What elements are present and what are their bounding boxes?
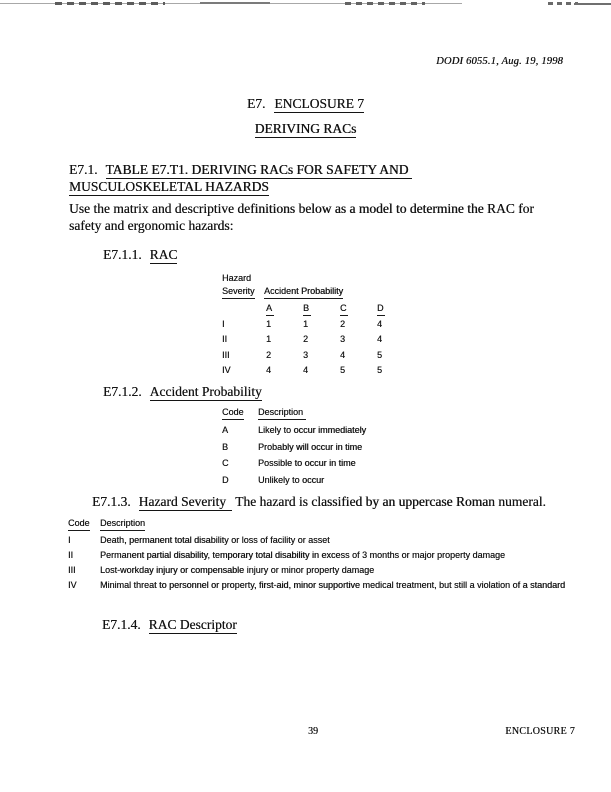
section-e712-number: E7.1.2.: [103, 384, 142, 399]
probability-code: A: [222, 425, 229, 435]
matrix-col-header: D: [377, 302, 414, 318]
table-header-row: [68, 517, 592, 531]
severity-description: Permanent partial disability, temporary total disability in excess of 3 months or major property damage: [100, 549, 506, 560]
matrix-cell: 1: [266, 318, 272, 329]
description-column-header: Description: [100, 517, 145, 531]
section-e712-title: Accident Probability: [149, 384, 262, 399]
table-header-row: [222, 406, 366, 420]
section-e713-sentence: The hazard is classified by an uppercase Roman numeral.: [235, 494, 546, 509]
page-number: 39: [308, 726, 318, 737]
table-row: [68, 579, 592, 591]
matrix-cell: 3: [303, 349, 309, 360]
scan-line-segment: [200, 2, 270, 4]
matrix-col-header: A: [266, 302, 303, 318]
section-e713-heading: [92, 494, 546, 510]
table-row: [222, 474, 366, 486]
rac-matrix-table: [222, 272, 414, 380]
intro-paragraph: Use the matrix and descriptive definitions below as a model to determine the RAC for safety and ergonomic hazards:: [69, 201, 534, 233]
section-e714-heading: [102, 617, 237, 633]
matrix-row: [222, 318, 414, 334]
section-e713-title: Hazard Severity: [139, 494, 232, 511]
severity-code: IV: [68, 579, 77, 590]
accident-probability-table: [222, 406, 366, 490]
matrix-row: [222, 349, 414, 365]
matrix-cell: 4: [266, 365, 272, 375]
probability-description: Probably will occur in time: [258, 441, 363, 452]
matrix-cell: 5: [377, 349, 383, 360]
matrix-row: [222, 364, 414, 380]
severity-code: I: [68, 534, 71, 545]
matrix-severity-label: IV: [222, 365, 231, 375]
matrix-cell: 4: [340, 349, 346, 360]
matrix-severity-label: I: [222, 318, 225, 329]
enclosure-title-line: [0, 96, 611, 112]
section-e713-number: E7.1.3.: [92, 494, 131, 509]
matrix-cell: 2: [303, 334, 309, 344]
matrix-cell: 4: [377, 334, 383, 344]
enclosure-subtitle-line: [0, 121, 611, 137]
document-reference-header: DODI 6055.1, Aug. 19, 1998: [436, 56, 563, 67]
enclosure-title: ENCLOSURE 7: [274, 96, 364, 111]
matrix-severity-label: II: [222, 334, 228, 344]
severity-description: Death, permanent total disability or loss of facility or asset: [100, 534, 330, 545]
probability-description: Unlikely to occur: [258, 474, 325, 485]
severity-code: III: [68, 564, 76, 575]
table-row: [68, 534, 592, 546]
code-column-header: Code: [222, 406, 258, 420]
matrix-cell: 4: [303, 365, 309, 375]
section-e711-title: RAC: [149, 247, 178, 262]
section-e711-number: E7.1.1.: [103, 247, 142, 262]
matrix-cell: 1: [266, 334, 272, 344]
matrix-col-header: C: [340, 302, 377, 318]
probability-description: Likely to occur immediately: [258, 425, 367, 435]
scan-line-segment: [574, 3, 611, 5]
matrix-row-axis-line1: Hazard: [222, 273, 252, 283]
footer-enclosure-label: ENCLOSURE 7: [505, 726, 575, 737]
code-column-header: Code: [68, 517, 100, 531]
probability-description: Possible to occur in time: [258, 458, 356, 468]
severity-code: II: [68, 549, 74, 560]
section-e711-heading: [103, 247, 177, 263]
severity-description: Minimal threat to personnel or property, first-aid, minor supportive medical treatment, but still a violation of a standard: [100, 579, 566, 590]
probability-code: D: [222, 474, 229, 485]
matrix-col-axis-label: Accident Probability: [264, 285, 343, 301]
section-e71-title-line2: MUSCULOSKELETAL HAZARDS: [69, 178, 269, 194]
enclosure-subtitle: DERIVING RACs: [254, 121, 357, 136]
section-e712-heading: [103, 384, 262, 400]
table-row: [222, 457, 366, 469]
matrix-axis-header-row: [222, 285, 414, 301]
description-column-header: Description: [258, 406, 306, 420]
matrix-cell: 5: [377, 365, 383, 375]
matrix-cell: 3: [340, 334, 346, 344]
table-row: [68, 564, 592, 576]
matrix-severity-label: III: [222, 349, 230, 360]
hazard-severity-table: [68, 517, 592, 594]
section-e71-number: E7.1.: [69, 162, 98, 177]
section-e714-title: RAC Descriptor: [148, 617, 237, 632]
matrix-col-header: B: [303, 302, 340, 318]
section-e71-heading: [69, 162, 574, 195]
matrix-cell: 5: [340, 365, 346, 375]
table-row: [68, 549, 592, 561]
matrix-cell: 2: [340, 318, 346, 329]
enclosure-title-block: [0, 96, 611, 137]
table-row: [222, 441, 366, 453]
section-e714-number: E7.1.4.: [102, 617, 141, 632]
matrix-cell: 1: [303, 318, 309, 329]
enclosure-number: E7.: [246, 96, 266, 111]
scan-edge-artifact: [0, 2, 611, 7]
matrix-cell: 2: [266, 349, 272, 360]
probability-code: B: [222, 441, 229, 452]
matrix-row: [222, 333, 414, 349]
section-e71-title-line1: TABLE E7.T1. DERIVING RACs FOR SAFETY AND: [106, 162, 413, 179]
severity-description: Lost-workday injury or compensable injury or minor property damage: [100, 564, 375, 575]
matrix-row-axis-line2: Severity: [222, 285, 264, 301]
probability-code: C: [222, 458, 229, 468]
matrix-column-header-row: [222, 302, 414, 318]
scan-line-segment: [55, 2, 165, 5]
table-row: [222, 424, 366, 436]
scan-line-segment: [345, 2, 425, 5]
matrix-cell: 4: [377, 318, 383, 329]
